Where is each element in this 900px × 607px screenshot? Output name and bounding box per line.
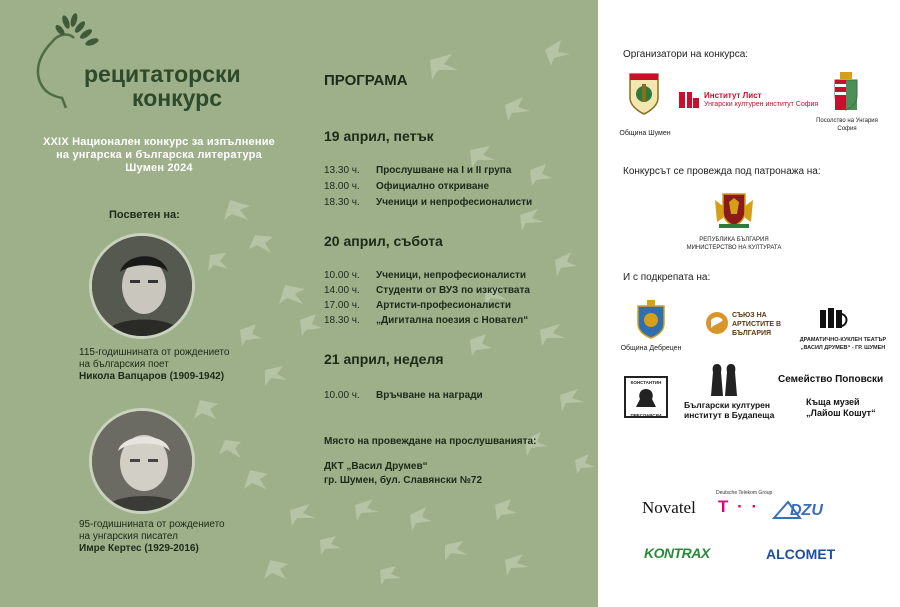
liszt-logo-icon: [678, 90, 700, 110]
dt-group-caption: Deutsche Telekom Group: [716, 490, 773, 496]
theatre-logo-icon: [818, 306, 850, 332]
event-text: „Дигитална поезия с Новател“: [376, 315, 529, 326]
event-time: 18.30 ч.: [324, 315, 360, 326]
embassy-caption: [810, 117, 884, 133]
portrait-1-image: [92, 236, 192, 336]
subtitle-line-2: на унгарска и българска литература: [56, 149, 262, 161]
tmobile-logo: T · ·: [718, 497, 760, 516]
event-time: 10.00 ч.: [324, 390, 360, 401]
shumen-caption: Община Шумен: [619, 130, 671, 137]
bulgaria-coat-of-arms-icon: [713, 188, 755, 230]
debrecen-caption: Община Дебрецен: [620, 345, 682, 352]
family-popovski: Семейство Поповски: [778, 374, 884, 385]
event-row: [324, 192, 532, 210]
event-text: Ученици и непрофесионалисти: [376, 197, 533, 208]
event-time: 10.00 ч.: [324, 270, 360, 281]
person-1-line-2: на българския поет: [79, 359, 169, 370]
artists-line-2: АРТИСТИТЕ В: [732, 321, 782, 328]
preslavski-line-1: КОНСТАНТИН: [630, 380, 662, 385]
event-time: 18.30 ч.: [324, 197, 360, 208]
event-text: Връчване на награди: [376, 390, 483, 401]
hungary-coat-of-arms-icon: [831, 72, 861, 112]
contest-subtitle: [0, 136, 318, 175]
person-2-line-1: 95-годишнината от рождението: [79, 519, 225, 530]
event-text: Ученици, непрофесионалисти: [376, 270, 527, 281]
brand-line-1: рецитаторски: [84, 61, 241, 87]
day-2-title: 20 април, събота: [324, 233, 443, 249]
event-text: Студенти от ВУЗ по изкуствата: [376, 285, 530, 296]
shumen-crest-icon: [626, 70, 662, 116]
theatre-line-1: ДРАМАТИЧНО-КУКЛЕН ТЕАТЪР: [799, 337, 887, 343]
theatre-line-2: „ВАСИЛ ДРУМЕВ“ - ГР. ШУМЕН: [800, 345, 886, 351]
preslavski-logo: [624, 376, 668, 418]
venue-line-2: гр. Шумен, бул. Славянски №72: [324, 475, 483, 486]
event-time: 18.00 ч.: [324, 181, 360, 192]
event-text: Официално откриване: [376, 181, 490, 192]
person-1-line-1: 115-годишнината от рождението: [79, 347, 230, 358]
ministry-caption: [678, 236, 790, 252]
dedicated-label: Посветен на:: [109, 209, 180, 221]
artists-union-caption: [732, 311, 781, 338]
person-2-name: Имре Кертес (1929-2016): [79, 543, 199, 554]
event-text: Прослушване на I и II група: [376, 165, 512, 176]
right-panel: [598, 0, 900, 607]
portrait-vaptsarov: [89, 233, 195, 339]
event-row: [324, 385, 483, 403]
artists-line-1: СЪЮЗ НА: [732, 312, 767, 319]
kontrax-logo: KONTRAX: [644, 545, 710, 561]
program-heading: ПРОГРАМА: [324, 72, 408, 89]
venue-label: Място на провеждане на прослушванията:: [324, 436, 537, 447]
liszt-title: Институт Лист: [704, 91, 762, 100]
patronage-heading: Конкурсът се провежда под патронажа на:: [623, 166, 821, 177]
theatre-caption: [788, 336, 898, 352]
day-3-title: 21 април, неделя: [324, 351, 444, 367]
embassy-line-2: София: [837, 126, 857, 132]
organizers-heading: Организатори на конкурса:: [623, 49, 749, 60]
event-time: 13.30 ч.: [324, 165, 360, 176]
support-heading: И с подкрепата на:: [623, 272, 711, 283]
day-1-title: 19 април, петък: [324, 128, 434, 144]
portrait-2-image: [92, 411, 192, 511]
museum-line-1: Къща музей: [806, 397, 860, 407]
alcomet-logo: ALCOMET: [766, 546, 836, 562]
ministry-line-1: РЕПУБЛИКА БЪЛГАРИЯ: [699, 237, 769, 243]
artists-line-3: БЪЛГАРИЯ: [732, 330, 772, 337]
event-text: Артисти-професионалисти: [376, 300, 512, 311]
person-2-line-2: на унгарския писател: [79, 531, 178, 542]
event-time: 14.00 ч.: [324, 285, 360, 296]
embassy-line-1: Посолство на Унгария: [816, 118, 878, 124]
budapest-caption: [684, 400, 774, 420]
subtitle-line-3: Шумен 2024: [125, 162, 193, 174]
venue-line-1: ДКТ „Васил Друмев“: [324, 461, 428, 472]
museum-line-2: „Лайош Кошут“: [806, 408, 876, 418]
ministry-line-2: МИНИСТЕРСТВО НА КУЛТУРАТА: [686, 245, 782, 251]
person-1-name: Никола Вапцаров (1909-1942): [79, 371, 225, 382]
event-time: 17.00 ч.: [324, 300, 360, 311]
subtitle-line-1: XXIX Национален конкурс за изпълнение: [42, 136, 275, 148]
preslavski-line-2: ПРЕСЛАВСКИ: [630, 413, 662, 418]
novatel-logo: Novatel: [642, 498, 696, 517]
preslavski-figure-icon: [626, 387, 666, 407]
dzu-logo: DZU: [790, 502, 823, 519]
kossuth-museum: [806, 397, 876, 419]
budapest-line-2: институт в Будапеща: [684, 410, 775, 420]
artists-union-logo-icon: [705, 310, 729, 336]
debrecen-crest-icon: [634, 300, 668, 340]
liszt-subtitle: Унгарски културен институт София: [704, 101, 819, 108]
brand-line-2: конкурс: [132, 85, 222, 111]
budapest-line-1: Български културен: [684, 400, 771, 410]
saints-figures-icon: [710, 362, 738, 398]
portrait-kertesz: [89, 408, 195, 514]
event-row: [324, 310, 528, 328]
